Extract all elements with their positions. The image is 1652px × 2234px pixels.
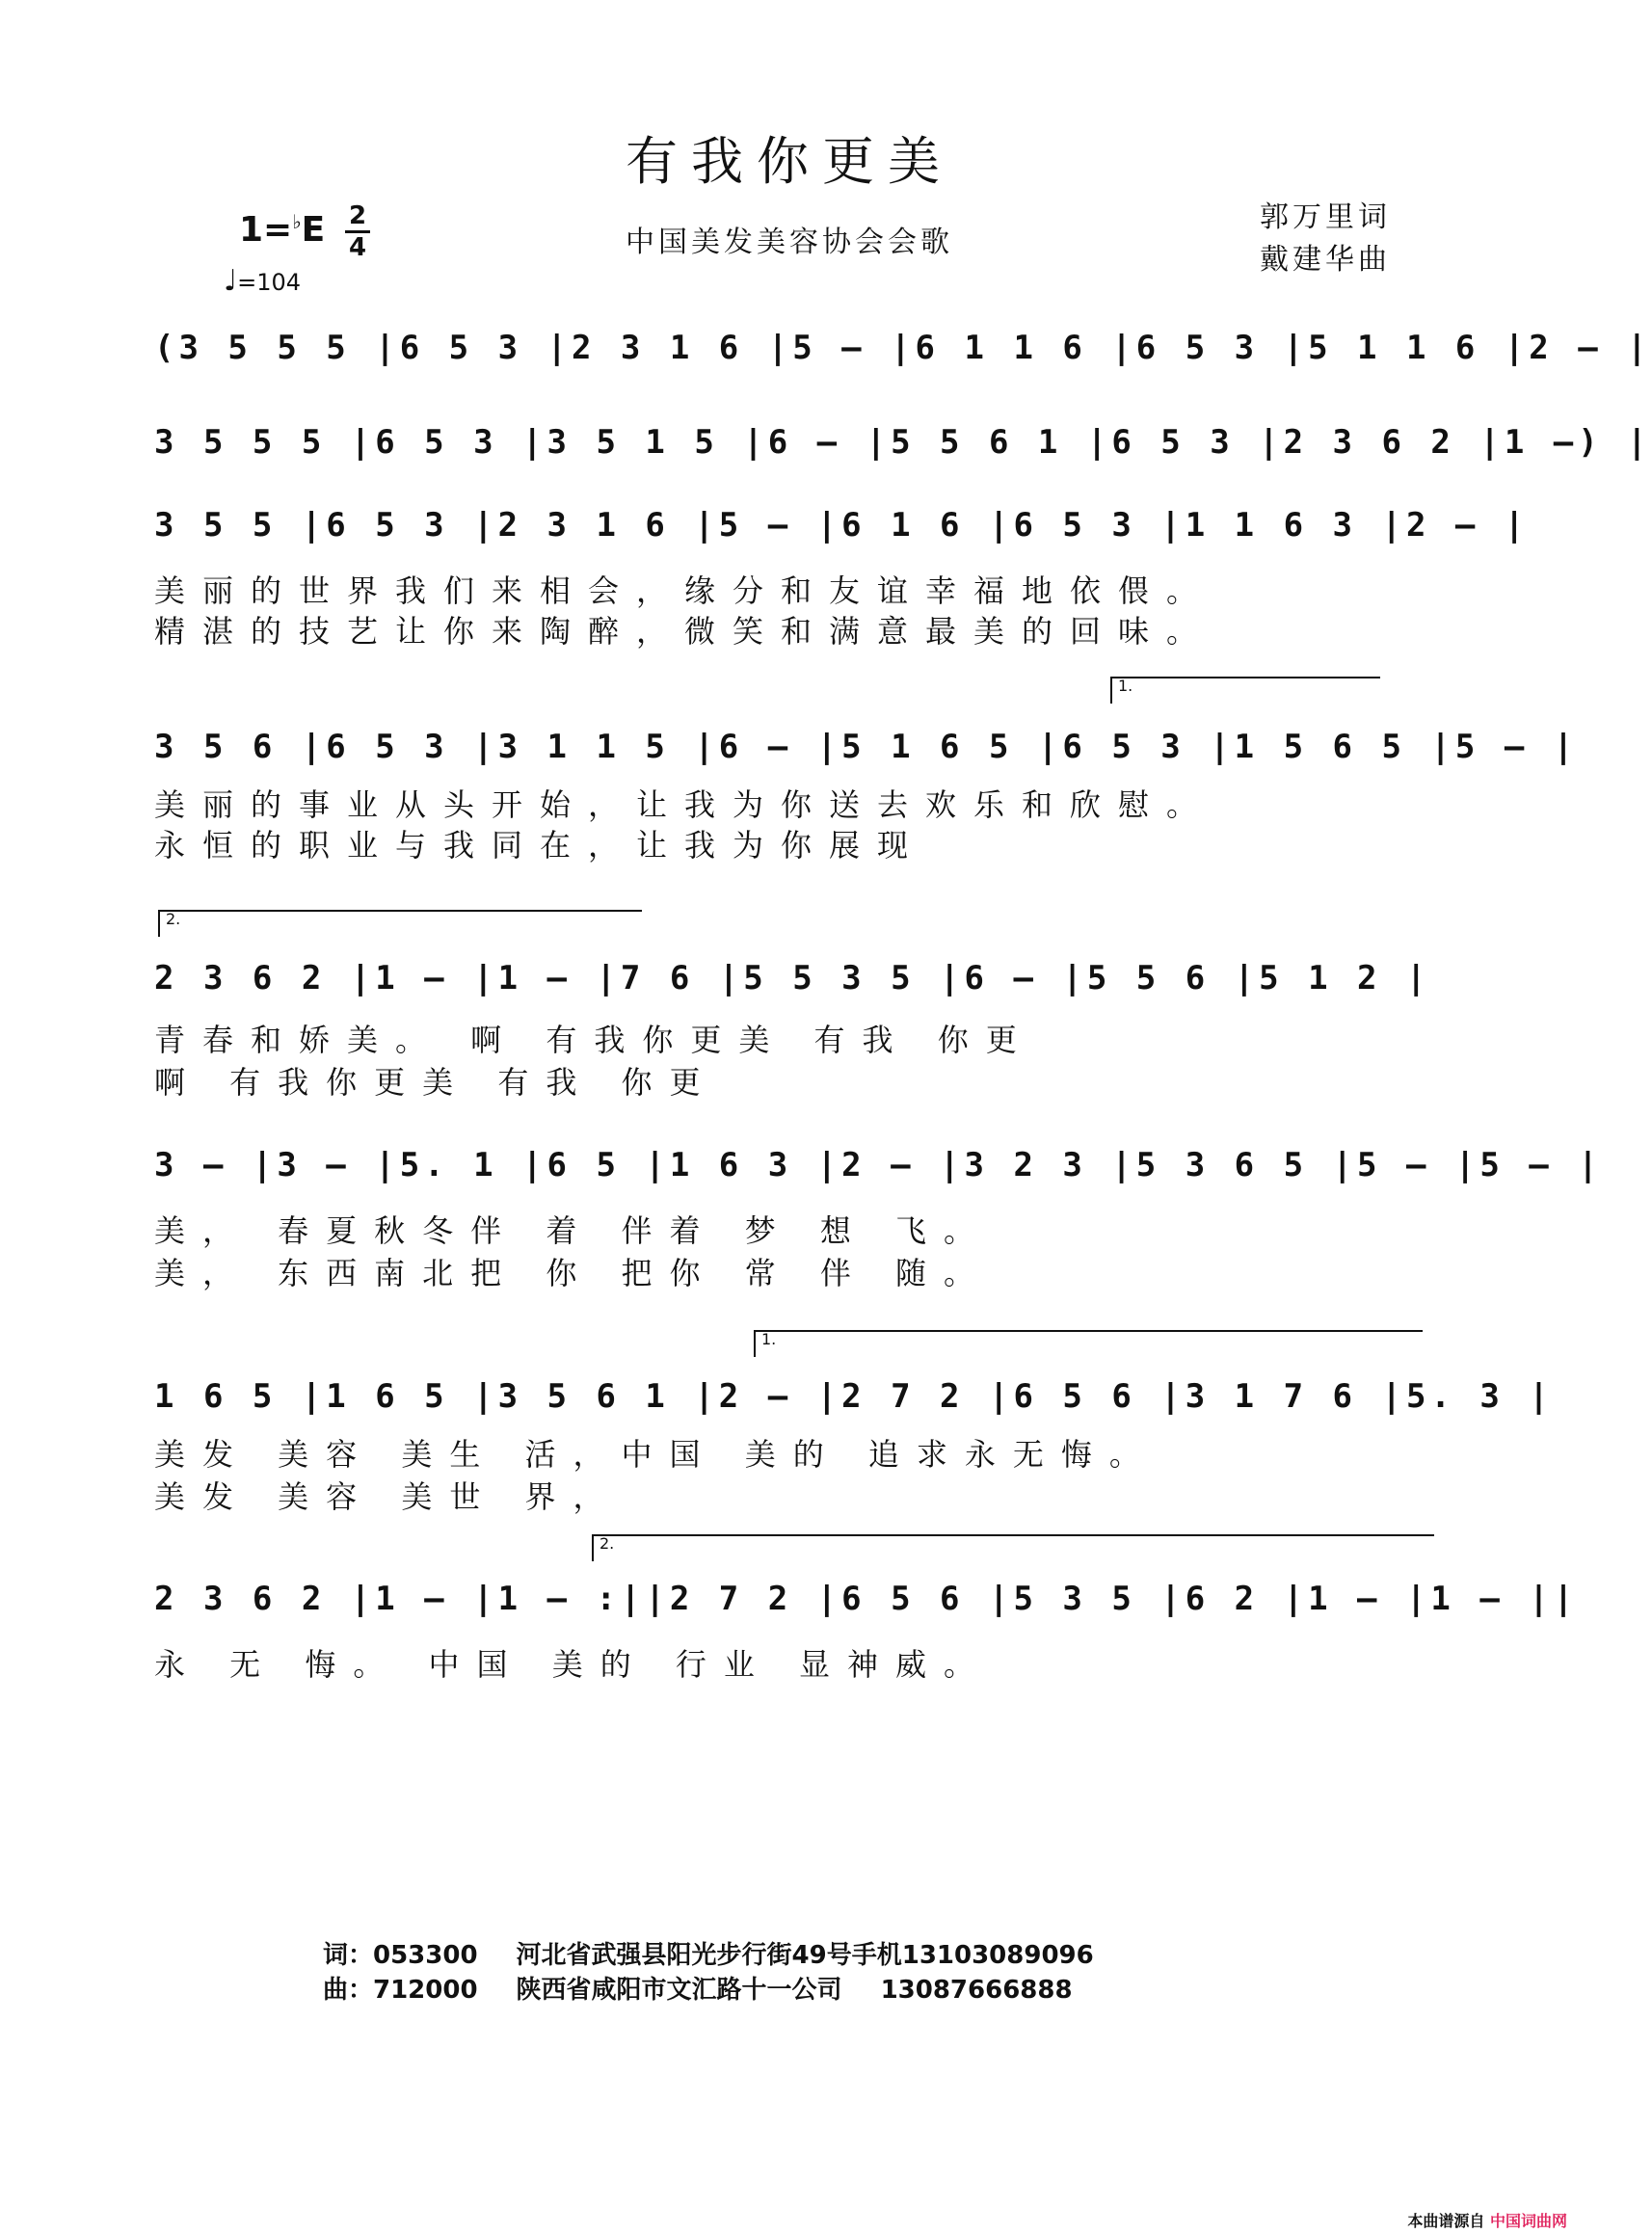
footer-contact-composer: 曲：712000 陕西省咸阳市文汇路十一公司 13087666888 (323, 1976, 1073, 2005)
volta-bracket-first: 1. (754, 1330, 1423, 1357)
lyric-line: 美发 美容 美世 界， (154, 1478, 622, 1515)
lyric-line: 美丽的世界我们来相会，缘分和友谊幸福地依偎。 (154, 572, 1215, 609)
music-stave-6 (154, 1131, 1603, 1199)
lyric-line: 美， 东西南北把 你 把你 常 伴 随。 (154, 1255, 993, 1291)
lyric-line: 青春和娇美。 啊 有我你更美 有我 你更 (154, 1022, 1034, 1058)
song-title: 有我你更美 (626, 131, 953, 192)
volta-bracket-second: 2. (592, 1534, 1434, 1561)
lyric-line: 美发 美容 美生 活，中国 美的 追求永无悔。 (154, 1436, 1158, 1473)
song-subtitle: 中国美发美容协会会歌 (626, 226, 953, 259)
lyric-line: 永恒的职业与我同在，让我为你展现 (154, 827, 926, 864)
music-stave-2 (154, 409, 1652, 476)
notation-line: (3 5 5 5 |6 5 3 |2 3 1 6 |5 – |6 1 1 6 |6 5 3 |5 1 1 6 |2 – | (154, 329, 1652, 367)
flat-sign: ♭ (292, 210, 302, 233)
source-watermark: 本曲谱源自 中国词曲网 (1407, 2212, 1567, 2230)
lyric-line: 精湛的技艺让你来陶醉，微笑和满意最美的回味。 (154, 613, 1215, 650)
music-stave-8 (154, 1565, 1579, 1633)
composer-credit: 戴建华曲 (1260, 243, 1391, 277)
notation-line: 2 3 6 2 |1 – |1 – :||2 7 2 |6 5 6 |5 3 5 |6 2 |1 – |1 – || (154, 1580, 1579, 1618)
music-stave-4 (154, 713, 1579, 781)
time-signature: 2 4 (345, 202, 370, 261)
lyricist-credit: 郭万里词 (1260, 200, 1391, 234)
quarter-note-icon: ♩ (224, 264, 238, 298)
lyric-line: 永 无 悔。 中国 美的 行业 显神威。 (154, 1646, 993, 1683)
lyric-line: 美， 春夏秋冬伴 着 伴着 梦 想 飞。 (154, 1212, 993, 1249)
notation-line: 2 3 6 2 |1 – |1 – |7 6 |5 5 3 5 |6 – |5 5 6 |5 1 2 | (154, 959, 1431, 997)
notation-line: 3 – |3 – |5. 1 |6 5 |1 6 3 |2 – |3 2 3 |5 3 6 5 |5 – |5 – | (154, 1146, 1603, 1184)
notation-line: 3 5 5 |6 5 3 |2 3 1 6 |5 – |6 1 6 |6 5 3 |1 1 6 3 |2 – | (154, 506, 1530, 545)
volta-bracket-second: 2. (158, 910, 642, 937)
music-stave-3 (154, 492, 1530, 559)
notation-line: 1 6 5 |1 6 5 |3 5 6 1 |2 – |2 7 2 |6 5 6 |3 1 7 6 |5. 3 | (154, 1377, 1554, 1416)
key-signature: 1=♭E (239, 210, 326, 250)
music-stave-1 (154, 314, 1652, 382)
tempo-marking: ♩=104 (224, 264, 302, 298)
lyric-line: 美丽的事业从头开始，让我为你送去欢乐和欣慰。 (154, 786, 1215, 823)
notation-line: 3 5 5 5 |6 5 3 |3 5 1 5 |6 – |5 5 6 1 |6 5 3 |2 3 6 2 |1 –) | (154, 423, 1652, 462)
watermark-site-link[interactable]: 中国词曲网 (1489, 2212, 1567, 2230)
notation-line: 3 5 6 |6 5 3 |3 1 1 5 |6 – |5 1 6 5 |6 5 3 |1 5 6 5 |5 – | (154, 728, 1579, 766)
music-stave-7 (154, 1363, 1554, 1430)
footer-contact-lyricist: 词：053300 河北省武强县阳光步行街49号手机13103089096 (323, 1941, 1094, 1970)
music-stave-5 (154, 944, 1431, 1012)
volta-bracket-first: 1. (1110, 677, 1380, 704)
lyric-line: 啊 有我你更美 有我 你更 (154, 1064, 718, 1101)
